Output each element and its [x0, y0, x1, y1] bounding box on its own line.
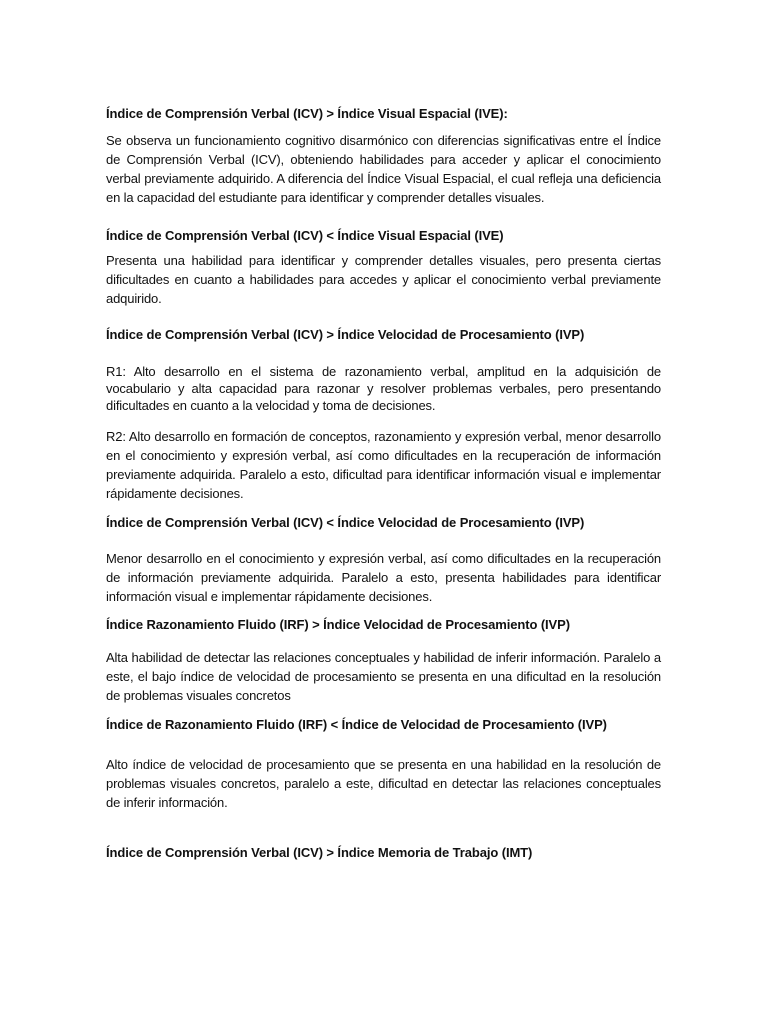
- section-irf-gt-ivp: [106, 615, 661, 705]
- section-icv-lt-ive: [106, 226, 661, 308]
- section-icv-gt-imt: [106, 843, 661, 862]
- section-icv-lt-ivp: [106, 513, 661, 606]
- section-heading: Índice Razonamiento Fluido (IRF) > Índice Velocidad de Procesamiento (IVP): [106, 617, 570, 632]
- section-heading: Índice de Razonamiento Fluido (IRF) < Índice de Velocidad de Procesamiento (IVP): [106, 717, 607, 732]
- section-paragraph: Se observa un funcionamiento cognitivo disarmónico con diferencias significativas entre el Índice de Comprensión Verbal (ICV), obteniendo habilidades para acceder y aplicar el conocimiento verbal previamente adquirido. A diferencia del Índice Visual Espacial, el cual refleja una deficiencia en la capacidad del estudiante para identificar y comprender detalles visuales.: [106, 133, 661, 205]
- section-paragraph: Alta habilidad de detectar las relaciones conceptuales y habilidad de inferir información. Paralelo a este, el bajo índice de velocidad de procesamiento se presenta en una dificultad en la resolución de problemas visuales concretos: [106, 650, 661, 703]
- section-paragraph: Menor desarrollo en el conocimiento y expresión verbal, así como dificultades en la recuperación de información previamente adquirida. Paralelo a esto, presenta habilidades para identificar información visual e implementar rápidamente decisiones.: [106, 551, 661, 604]
- section-paragraph: R2: Alto desarrollo en formación de conceptos, razonamiento y expresión verbal, menor desarrollo en el conocimiento y expresión verbal, así como dificultades en la recuperación de información previamente adquirida. Paralelo a esto, dificultad para identificar información visual e implementar rápidamente decisiones.: [106, 429, 661, 501]
- section-heading: Índice de Comprensión Verbal (ICV) < Índice Velocidad de Procesamiento (IVP): [106, 515, 585, 530]
- section-icv-gt-ive: [106, 104, 661, 207]
- section-heading: Índice de Comprensión Verbal (ICV) < Índice Visual Espacial (IVE): [106, 228, 504, 243]
- section-paragraph: Presenta una habilidad para identificar y comprender detalles visuales, pero presenta ciertas dificultades en cuanto a habilidades para accedes y aplicar el conocimiento verbal previamente adquirido.: [106, 253, 661, 306]
- section-paragraph: Alto índice de velocidad de procesamiento que se presenta en una habilidad en la resolución de problemas visuales concretos, paralelo a este, dificultad en detectar las relaciones conceptuales de inferir información.: [106, 757, 661, 810]
- section-paragraph: R1: Alto desarrollo en el sistema de razonamiento verbal, amplitud en la adquisición de vocabulario y alta capacidad para razonar y resolver problemas verbales, pero presentando dificultades en cuanto a la velocidad y toma de decisiones.: [106, 364, 661, 413]
- document-page: [106, 104, 661, 862]
- section-irf-lt-ivp: [106, 715, 661, 812]
- section-heading: Índice de Comprensión Verbal (ICV) > Índice Velocidad de Procesamiento (IVP): [106, 327, 585, 342]
- section-heading: Índice de Comprensión Verbal (ICV) > Índice Memoria de Trabajo (IMT): [106, 845, 533, 860]
- section-heading: Índice de Comprensión Verbal (ICV) > Índice Visual Espacial (IVE):: [106, 106, 508, 121]
- section-icv-gt-ivp: [106, 325, 661, 503]
